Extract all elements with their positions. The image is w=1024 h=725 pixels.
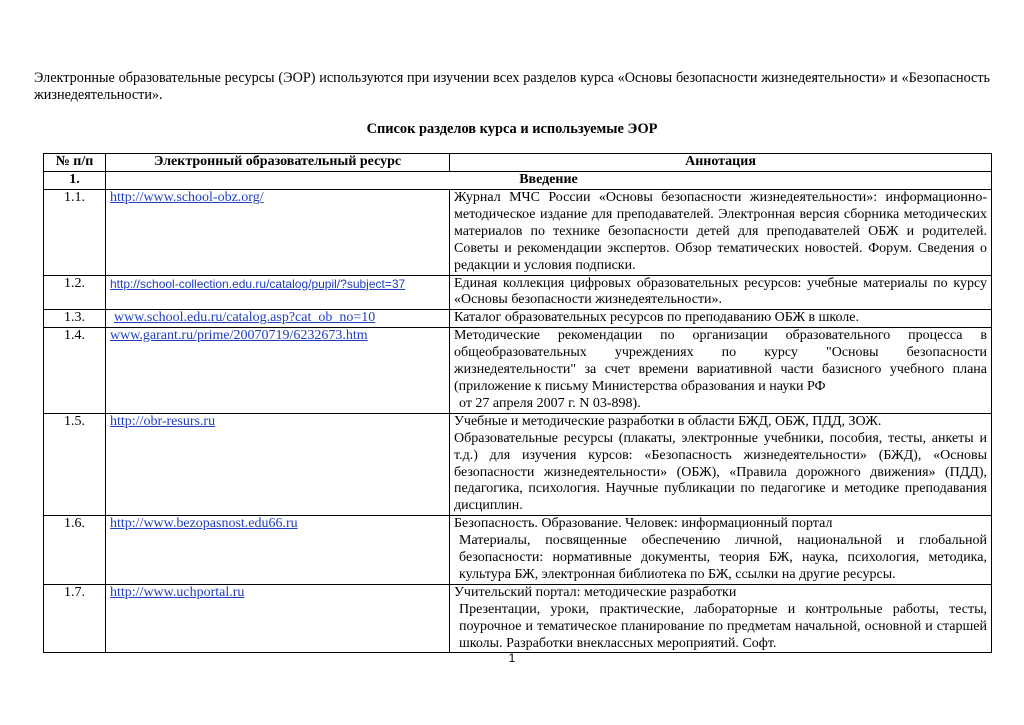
section-heading: Список разделов курса и используемые ЭОР (366, 121, 658, 137)
annotation-cell (450, 310, 992, 328)
table-header-row (44, 154, 992, 172)
resource-link[interactable]: http://www.uchportal.ru (110, 584, 245, 600)
resource-link[interactable]: http://school-collection.edu.ru/catalog/pupil/?subject=37 (110, 276, 406, 291)
header-annotation: Аннотация (450, 154, 992, 172)
annotation-cell (450, 413, 992, 515)
resource-cell (106, 516, 450, 585)
table-row (44, 413, 992, 515)
resource-link[interactable]: http://obr-resurs.ru (110, 413, 216, 429)
row-num: 1.3. (44, 310, 106, 328)
resource-link[interactable]: http://www.bezopasnost.edu66.ru (110, 516, 298, 532)
annotation-text: Учительский портал: методические разработки (454, 584, 737, 600)
annotation-cell (450, 584, 992, 653)
annotation-text: Учебные и методические разработки в области БЖД, ОБЖ, ПДД, ЗОЖ. (454, 413, 882, 429)
annotation-text: Методические рекомендации по организации образовательного процесса в общеобразовательных учреждениях по курсу "Основы безопасности жизнедеятельности" за счет времени вариативной части базисного учебного плана (приложение к письму Министерства образования и науки РФ (454, 328, 987, 394)
section-num: 1. (44, 172, 106, 190)
section-title: Введение (106, 172, 992, 190)
annotation-cell (450, 328, 992, 414)
header-resource: Электронный образовательный ресурс (106, 154, 450, 172)
annotation-text: Журнал МЧС России «Основы безопасности жизнедеятельности»: информационно-методическое издание для преподавателей. Электронная версия сборника методических материалов по технике безопасности детей для преподавателей ОБЖ и родителей. Советы и рекомендации экспертов. Обзор тематических новостей. Форум. Сведения о редакции и условия подписки. (454, 190, 987, 273)
resource-link[interactable]: www.garant.ru/prime/20070719/6232673.htm (110, 328, 368, 344)
header-num: № п/п (44, 154, 106, 172)
resource-cell (106, 310, 450, 328)
annotation-text: Единая коллекция цифровых образовательных ресурсов: учебные материалы по курсу «Основы безопасности жизнедеятельности». (454, 275, 987, 308)
page-number: 1 (508, 651, 516, 665)
table-row (44, 516, 992, 585)
resource-cell (106, 584, 450, 653)
annotation-text: Материалы, посвященные обеспечению личной, национальной и глобальной безопасности: нормативные документы, теория БЖ, наука, психология, методика, культура БЖ, электронная библиотека по БЖ, ссылки на другие ресурсы. (459, 533, 987, 582)
resource-cell (106, 413, 450, 515)
table-row (44, 328, 992, 414)
row-num: 1.2. (44, 275, 106, 310)
resource-cell (106, 328, 450, 414)
resource-cell (106, 190, 450, 276)
annotation-text: Каталог образовательных ресурсов по преподаванию ОБЖ в школе. (454, 310, 859, 326)
resource-link[interactable]: http://www.school-obz.org/ (110, 190, 264, 205)
row-num: 1.1. (44, 190, 106, 276)
annotation-text: Презентации, уроки, практические, лабораторные и контрольные работы, тесты, поурочное и тематическое планирование по предметам начальной, основной и старшей школы. Разработки внеклассных мероприятий. Софт. (459, 601, 987, 651)
resource-link[interactable]: www.school.edu.ru/catalog.asp?cat_ob_no=10 (114, 310, 376, 326)
table-row (44, 190, 992, 276)
annotation-text: Безопасность. Образование. Человек: информационный портал (454, 516, 833, 532)
table-row (44, 275, 992, 310)
resource-cell (106, 275, 450, 310)
table-row (44, 584, 992, 653)
row-num: 1.4. (44, 328, 106, 414)
annotation-text: от 27 апреля 2007 г. N 03-898). (459, 395, 641, 411)
annotation-text: Образовательные ресурсы (плакаты, электронные учебники, пособия, тесты, анкеты и т.д.) для изучения курсов: «Безопасность жизнедеятельности» (БЖД), «Основы безопасности жизнедеятельности» (ОБЖ), «Правила дорожного движения» (ПДД), педагогика, психология. Научные публикации по педагогике и методике преподавания дисциплин. (454, 430, 987, 514)
eor-table (43, 153, 992, 653)
section-row (44, 172, 992, 190)
intro-paragraph: Электронные образовательные ресурсы (ЭОР) используются при изучении всех разделов курса «Основы безопасности жизнедеятельности» и «Безопасность жизнедеятельности». (34, 70, 990, 103)
row-num: 1.6. (44, 516, 106, 585)
row-num: 1.7. (44, 584, 106, 653)
row-num: 1.5. (44, 413, 106, 515)
annotation-cell (450, 516, 992, 585)
table-row (44, 310, 992, 328)
annotation-cell (450, 190, 992, 276)
annotation-cell (450, 275, 992, 310)
